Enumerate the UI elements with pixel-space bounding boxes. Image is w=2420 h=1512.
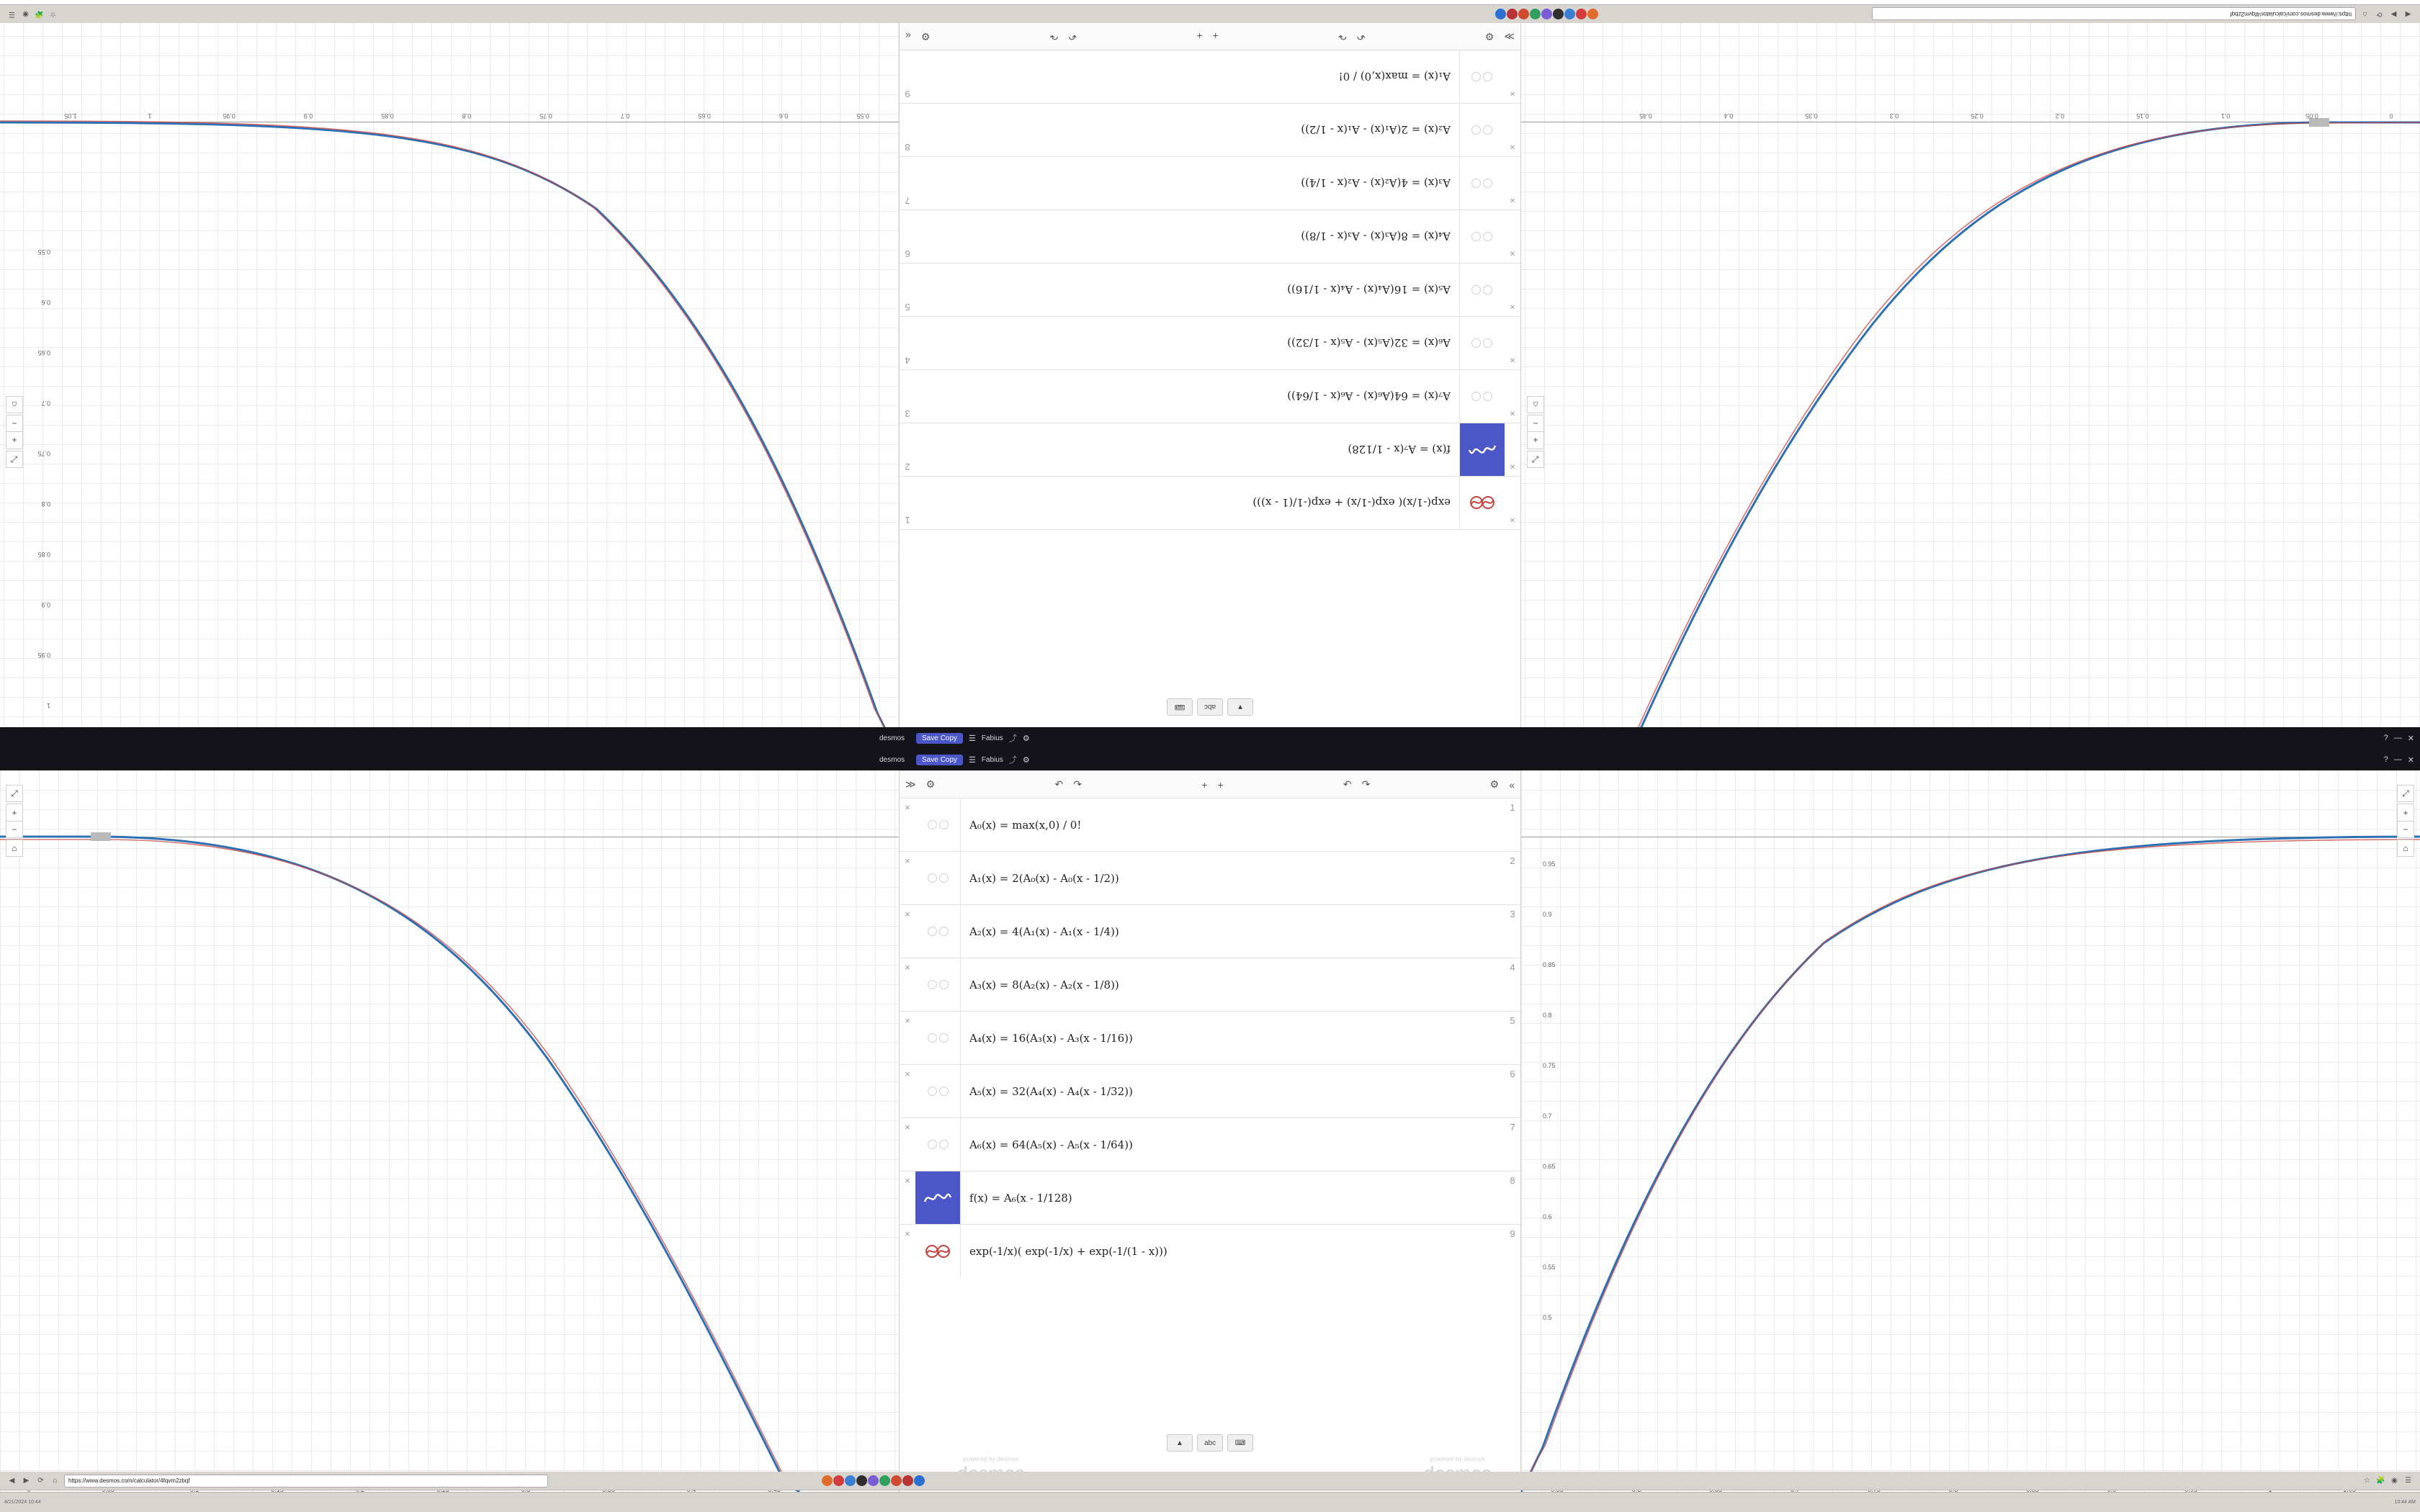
expression-row[interactable] xyxy=(900,904,1520,958)
delete-expression-icon[interactable]: × xyxy=(1510,515,1515,526)
expression-index: 2 xyxy=(1510,855,1515,866)
desmos-wordmark-right-bottom: powered by desmos xyxy=(1430,1456,1486,1462)
share-icon[interactable]: ⤴ xyxy=(1008,734,1017,743)
graph-canvas-right-bottom[interactable]: 0.95 0.9 0.85 0.8 0.75 0.7 0.65 0.6 0.55 0.5 ⤢ + − ⌂ xyxy=(1521,770,2420,1492)
favicon[interactable] xyxy=(856,1475,867,1486)
delete-expression-icon[interactable]: × xyxy=(1510,248,1515,259)
curve-plot xyxy=(0,770,899,1492)
save-copy-button[interactable]: Save Copy xyxy=(916,733,963,744)
expression-latex[interactable]: A₅(x) = 32(A₄(x) - A₄(x - 1/32)) xyxy=(969,1084,1133,1098)
swatch-icon[interactable] xyxy=(928,1140,937,1149)
delete-expression-icon[interactable]: × xyxy=(905,962,910,973)
expression-marker[interactable] xyxy=(1459,157,1505,210)
window-close-icon[interactable]: ✕ xyxy=(2407,734,2414,743)
os-app-title: desmos xyxy=(879,734,905,742)
os-statusbar-upper[interactable] xyxy=(0,727,2420,749)
address-bar[interactable]: https://www.desmos.com/calculator/4fqvm2zbqf xyxy=(1872,8,2356,21)
expression-latex[interactable]: A₄(x) = 16(A₃(x) - A₃(x - 1/16)) xyxy=(969,1031,1133,1045)
zoom-out-icon[interactable]: − xyxy=(6,415,23,432)
window-minimize-icon[interactable]: — xyxy=(2393,734,2402,742)
zoom-in-icon[interactable]: + xyxy=(6,804,23,821)
color-swatches[interactable] xyxy=(928,1140,949,1149)
expression-row[interactable] xyxy=(900,798,1520,851)
favicon[interactable] xyxy=(833,1475,844,1486)
save-copy-button-2[interactable]: Save Copy xyxy=(916,755,963,765)
expression-latex[interactable]: A₂(x) = 4(A₁(x) - A₁(x - 1/4)) xyxy=(969,924,1119,938)
swatch-icon[interactable] xyxy=(1484,232,1493,241)
settings-icon[interactable]: ⚙ xyxy=(1022,755,1030,765)
expression-index: 7 xyxy=(1510,1122,1515,1133)
delete-expression-icon[interactable]: × xyxy=(905,1175,910,1186)
expression-latex[interactable]: A₁(x) = 2(A₀(x) - A₀(x - 1/2)) xyxy=(969,871,1119,885)
help-icon[interactable]: ? xyxy=(2383,734,2388,742)
expression-latex[interactable]: A₃(x) = 8(A₂(x) - A₂(x - 1/8)) xyxy=(969,978,1119,991)
color-swatches[interactable] xyxy=(1472,232,1493,241)
swatch-icon[interactable] xyxy=(939,1033,949,1043)
expand-icon[interactable]: ⤢ xyxy=(2397,785,2414,802)
graph-toolbar-left[interactable] xyxy=(1527,396,1544,468)
expression-marker[interactable] xyxy=(915,798,961,851)
desmos-app-bottom xyxy=(0,770,2420,1492)
delete-expression-icon[interactable]: × xyxy=(905,1015,910,1026)
expression-latex[interactable]: f(x) = A₇(x - 1/128) xyxy=(1348,443,1451,456)
undo-icon[interactable]: ↶ xyxy=(1356,31,1366,42)
curve-plot xyxy=(1521,770,2420,1492)
expression-index: 3 xyxy=(905,408,910,419)
expression-index: 6 xyxy=(1510,1068,1515,1079)
expression-marker[interactable] xyxy=(915,1118,961,1171)
expression-index: 1 xyxy=(905,515,910,526)
swatch-icon[interactable] xyxy=(1472,232,1482,241)
delete-expression-icon[interactable]: × xyxy=(905,802,910,813)
swatch-icon[interactable] xyxy=(1484,338,1493,348)
color-swatches[interactable] xyxy=(1472,338,1493,348)
graph-author-label-2: Fabius xyxy=(981,755,1003,764)
swatch-icon[interactable] xyxy=(928,980,937,989)
expression-index: 3 xyxy=(1510,909,1515,919)
undo-icon-2[interactable]: ↶ xyxy=(1343,778,1352,790)
expression-marker[interactable] xyxy=(915,852,961,904)
swatch-icon[interactable] xyxy=(939,1086,949,1096)
expression-add-icon[interactable]: ≫ xyxy=(1504,31,1515,42)
swatch-icon[interactable] xyxy=(928,873,937,883)
favicon[interactable] xyxy=(845,1475,856,1486)
reload-icon[interactable]: ⟳ xyxy=(2376,10,2383,19)
swatch-icon[interactable] xyxy=(1472,125,1482,135)
help-icon[interactable]: ? xyxy=(2383,755,2388,764)
back-arrow-icon[interactable]: ◀ xyxy=(9,1476,15,1485)
zoom-in-icon[interactable]: + xyxy=(6,432,23,449)
expand-icon[interactable]: ⤢ xyxy=(6,785,23,802)
zoom-in-icon[interactable]: + xyxy=(2397,804,2414,821)
expression-index: 8 xyxy=(1510,1175,1515,1186)
keypad-abc-button-bottom[interactable]: abc xyxy=(1197,1434,1223,1452)
expression-row[interactable] xyxy=(900,50,1520,104)
swatch-icon[interactable] xyxy=(1484,285,1493,294)
expression-marker[interactable] xyxy=(1459,210,1505,263)
keypad-expand-button[interactable]: ▲ xyxy=(1167,1434,1193,1452)
expression-row[interactable] xyxy=(900,1117,1520,1171)
expression-row[interactable] xyxy=(900,477,1520,530)
curve-plot xyxy=(0,23,899,756)
swatch-icon[interactable] xyxy=(928,1086,937,1096)
graph-canvas-left-top[interactable]: 0 0.05 0.1 0.15 0.2 0.25 0.3 0.35 0.4 0.45 ⤢ + − ⌂ xyxy=(1521,23,2420,756)
expression-row[interactable] xyxy=(900,851,1520,904)
swatch-icon[interactable] xyxy=(1484,72,1493,81)
swatch-icon[interactable] xyxy=(1472,285,1482,294)
zoom-in-icon[interactable]: + xyxy=(1201,778,1208,791)
delete-expression-icon[interactable]: × xyxy=(1510,302,1515,312)
bookmark-favicons[interactable] xyxy=(1495,9,1598,19)
nav-buttons-bottom[interactable] xyxy=(3,1476,64,1485)
window-minimize-icon[interactable]: — xyxy=(2393,755,2402,764)
expression-index: 5 xyxy=(1510,1015,1515,1026)
expression-panel-bottom[interactable] xyxy=(899,770,1521,1492)
keypad-toggle-button-bottom[interactable]: ⌨ xyxy=(1227,1434,1253,1452)
delete-expression-icon[interactable]: × xyxy=(905,1068,910,1079)
panel-empty-space xyxy=(900,530,1520,756)
expression-latex[interactable]: A₃(x) = 4(A₂(x) - A₂(x - 1/4)) xyxy=(1301,176,1451,190)
zoom-out-icon[interactable]: − xyxy=(6,821,23,838)
color-swatches[interactable] xyxy=(1472,179,1493,188)
graph-toolbar-right-bottom[interactable] xyxy=(2397,785,2414,857)
os-left-seg xyxy=(0,734,910,742)
list-icon[interactable]: ☰ xyxy=(968,755,976,765)
os-right-seg-2[interactable] xyxy=(1036,755,2420,765)
expression-latex[interactable]: A₆(x) = 32(A₅(x) - A₅(x - 1/32)) xyxy=(1287,336,1451,350)
favicon[interactable] xyxy=(1553,9,1564,19)
expression-row[interactable] xyxy=(900,1171,1520,1224)
color-swatches[interactable] xyxy=(928,820,949,829)
delete-expression-icon[interactable]: × xyxy=(1510,89,1515,99)
nav-buttons[interactable] xyxy=(2356,9,2417,19)
zoom-out-icon[interactable]: − xyxy=(2397,821,2414,838)
expression-row[interactable] xyxy=(900,264,1520,317)
wave-red-icon xyxy=(926,1244,950,1259)
keypad-toggle-row[interactable] xyxy=(1167,698,1253,716)
bookmark-favicons-bottom[interactable] xyxy=(822,1475,925,1486)
expression-marker[interactable] xyxy=(915,1012,961,1064)
expression-marker[interactable] xyxy=(915,958,961,1011)
keypad-toggle-row-bottom[interactable] xyxy=(1167,1434,1253,1452)
menu-icon[interactable]: ☰ xyxy=(2405,1476,2411,1485)
favicon[interactable] xyxy=(891,1475,902,1486)
expression-row[interactable] xyxy=(900,1011,1520,1064)
expression-latex[interactable]: A₅(x) = 16(A₄(x) - A₄(x - 1/16)) xyxy=(1287,283,1451,297)
expression-index: 1 xyxy=(1510,802,1515,813)
expression-row[interactable] xyxy=(900,370,1520,423)
expression-row[interactable] xyxy=(900,210,1520,264)
expression-latex[interactable]: f(x) = A₆(x - 1/128) xyxy=(969,1191,1072,1205)
expression-marker[interactable] xyxy=(1459,477,1505,529)
swatch-icon[interactable] xyxy=(928,927,937,936)
desmos-wordmark-left-bottom: powered by desmos xyxy=(963,1456,1019,1462)
color-swatches[interactable] xyxy=(928,980,949,989)
expression-index: 2 xyxy=(905,462,910,472)
browser-toolbar-top[interactable] xyxy=(0,4,2420,23)
expression-marker-selected[interactable] xyxy=(1459,423,1505,476)
delete-expression-icon[interactable]: × xyxy=(905,909,910,919)
expression-marker[interactable] xyxy=(1459,104,1505,156)
share-icon[interactable]: ⤴ xyxy=(1008,756,1017,765)
curve-plot xyxy=(1521,23,2420,756)
graph-canvas-right-top[interactable]: 0.55 0.6 0.65 0.7 0.75 0.8 0.85 0.9 0.95 1 1.05 1 0.95 0.9 0.85 0.8 0.75 0.7 0.65 0.6 0.55 ⤢ + − ⌂ xyxy=(0,23,899,756)
zoom-out-icon[interactable]: + xyxy=(1196,30,1203,42)
swatch-icon[interactable] xyxy=(1472,338,1482,348)
list-icon[interactable]: ☰ xyxy=(968,734,976,743)
swatch-icon[interactable] xyxy=(1472,179,1482,188)
favicon[interactable] xyxy=(902,1475,913,1486)
favicon[interactable] xyxy=(1564,9,1575,19)
color-swatches[interactable] xyxy=(928,873,949,883)
keypad-toggle-button[interactable]: ⌨ xyxy=(1167,698,1193,716)
expression-index: 6 xyxy=(905,248,910,259)
expand-icon[interactable]: ⤢ xyxy=(6,451,23,468)
favicon[interactable] xyxy=(1507,9,1518,19)
expression-latex[interactable]: A₆(x) = 64(A₅(x) - A₅(x - 1/64)) xyxy=(969,1138,1133,1151)
color-swatches[interactable] xyxy=(1472,125,1493,135)
forward-arrow-icon[interactable]: ▶ xyxy=(2390,10,2397,19)
expression-latex[interactable]: exp(-1/x)( exp(-1/x) + exp(-1/(1 - x))) xyxy=(969,1244,1168,1258)
expression-row[interactable] xyxy=(900,1064,1520,1117)
home-view-icon[interactable]: ⌂ xyxy=(6,840,23,857)
wave-blue-icon xyxy=(1468,442,1497,458)
window-close-icon[interactable]: ✕ xyxy=(2407,755,2414,765)
color-swatches[interactable] xyxy=(1472,392,1493,401)
expression-marker-selected[interactable] xyxy=(915,1171,961,1224)
redo-icon-2[interactable]: ↷ xyxy=(1049,31,1059,42)
expression-index: 4 xyxy=(1510,962,1515,973)
expression-index: 9 xyxy=(905,89,910,99)
os-center-seg[interactable] xyxy=(910,732,1036,744)
expression-panel-top[interactable] xyxy=(899,23,1521,756)
bookmark-icon[interactable]: ☆ xyxy=(2364,1476,2370,1485)
bookmark-icon[interactable]: ☆ xyxy=(50,10,56,19)
zoom-out-icon[interactable]: − xyxy=(1527,415,1544,432)
swatch-icon[interactable] xyxy=(1484,179,1493,188)
expression-marker[interactable] xyxy=(915,905,961,958)
account-icon[interactable]: ◉ xyxy=(2391,1476,2398,1485)
expression-latex[interactable]: A₀(x) = max(x,0) / 0! xyxy=(969,818,1082,832)
home-icon[interactable]: ⌂ xyxy=(53,1476,58,1485)
swatch-icon[interactable] xyxy=(1484,392,1493,401)
delete-expression-icon[interactable]: × xyxy=(905,1122,910,1133)
reload-icon[interactable]: ⟳ xyxy=(37,1476,44,1485)
expression-row[interactable] xyxy=(900,958,1520,1011)
expression-row[interactable] xyxy=(900,104,1520,157)
expression-marker[interactable] xyxy=(1459,264,1505,316)
toolbar-right-icons[interactable] xyxy=(3,9,58,19)
expand-icon[interactable]: ⤢ xyxy=(1527,451,1544,468)
panel-toolbar-top[interactable] xyxy=(900,23,1520,50)
browser-toolbar-bottom[interactable] xyxy=(0,1472,2420,1490)
delete-expression-icon[interactable]: × xyxy=(1510,142,1515,153)
expression-row[interactable] xyxy=(900,317,1520,370)
favicon[interactable] xyxy=(914,1475,925,1486)
favicon[interactable] xyxy=(1541,9,1552,19)
swatch-icon[interactable] xyxy=(1484,125,1493,135)
favicon[interactable] xyxy=(1530,9,1541,19)
expression-latex[interactable]: A₄(x) = 8(A₃(x) - A₃(x - 1/8)) xyxy=(1301,230,1451,243)
zoom-in-icon[interactable]: + xyxy=(1212,30,1219,42)
taskbar-clock-right: 10:44 AM xyxy=(2394,1500,2416,1505)
expression-index: 5 xyxy=(905,302,910,312)
expression-row[interactable] xyxy=(900,423,1520,477)
delete-expression-icon[interactable]: × xyxy=(1510,462,1515,472)
swatch-icon[interactable] xyxy=(1472,72,1482,81)
os-statusbar-lower[interactable] xyxy=(0,749,2420,770)
os-left-seg-2 xyxy=(0,756,910,764)
expression-latex[interactable]: A₇(x) = 64(A₆(x) - A₆(x - 1/64)) xyxy=(1287,390,1451,403)
forward-arrow-icon[interactable]: ▶ xyxy=(23,1476,30,1485)
graph-canvas-left-bottom[interactable] xyxy=(0,770,899,1492)
home-icon[interactable]: ⌂ xyxy=(2362,10,2367,19)
back-arrow-icon[interactable]: ◀ xyxy=(2405,10,2411,19)
favicon[interactable] xyxy=(1587,9,1598,19)
settings-gear-icon[interactable]: ⚙ xyxy=(1484,31,1494,42)
favicon[interactable] xyxy=(822,1475,833,1486)
expression-marker[interactable] xyxy=(1459,370,1505,423)
address-bar-bottom[interactable]: https://www.desmos.com/calculator/4fqvm2zbqf xyxy=(64,1475,548,1488)
wave-red-icon xyxy=(1470,496,1494,510)
redo-icon[interactable]: ↷ xyxy=(1073,778,1082,790)
extensions-icon[interactable]: 🧩 xyxy=(2376,1476,2385,1485)
delete-expression-icon[interactable]: × xyxy=(905,1228,910,1239)
expression-marker[interactable] xyxy=(1459,50,1505,103)
extensions-icon[interactable]: 🧩 xyxy=(35,10,44,19)
os-right-seg[interactable] xyxy=(1036,734,2420,743)
swatch-icon[interactable] xyxy=(928,820,937,829)
favicon[interactable] xyxy=(879,1475,890,1486)
expression-index: 8 xyxy=(905,142,910,153)
expression-index: 9 xyxy=(1510,1228,1515,1239)
delete-expression-icon[interactable]: × xyxy=(1510,355,1515,366)
swatch-icon[interactable] xyxy=(939,820,949,829)
os-app-title-2: desmos xyxy=(879,755,905,764)
collapse-panel-icon[interactable]: « xyxy=(1509,778,1515,791)
menu-icon[interactable]: ☰ xyxy=(9,10,15,19)
swatch-icon[interactable] xyxy=(939,927,949,936)
delete-expression-icon[interactable]: × xyxy=(1510,408,1515,419)
settings-icon[interactable]: ⚙ xyxy=(1022,734,1030,743)
zoom-out-icon[interactable]: + xyxy=(1217,778,1224,791)
home-view-icon[interactable]: ⌂ xyxy=(1527,396,1544,413)
favicon[interactable] xyxy=(868,1475,879,1486)
undo-icon-2[interactable]: ↶ xyxy=(1068,31,1077,42)
os-taskbar[interactable] xyxy=(0,1492,2420,1512)
swatch-icon[interactable] xyxy=(1472,392,1482,401)
graph-author-label: Fabius xyxy=(981,734,1003,742)
color-swatches[interactable] xyxy=(928,1033,949,1043)
keypad-abc-button[interactable]: abc xyxy=(1197,698,1223,716)
favicon[interactable] xyxy=(1495,9,1506,19)
home-view-icon[interactable]: ⌂ xyxy=(6,396,23,413)
favicon[interactable] xyxy=(1576,9,1587,19)
redo-icon-2[interactable]: ↷ xyxy=(1361,778,1371,790)
expression-latex[interactable]: A₁(x) = max(x,0) / 0! xyxy=(1338,70,1451,84)
delete-expression-icon[interactable]: × xyxy=(1510,195,1515,206)
redo-icon[interactable]: ↷ xyxy=(1338,31,1347,42)
expression-index: 7 xyxy=(905,195,910,206)
undo-icon[interactable]: ↶ xyxy=(1054,778,1064,790)
expression-marker[interactable] xyxy=(915,1225,961,1277)
expression-row[interactable] xyxy=(900,157,1520,210)
color-swatches[interactable] xyxy=(928,1086,949,1096)
swatch-icon[interactable] xyxy=(939,980,949,989)
bottom-window xyxy=(0,770,2420,1492)
wrench-icon[interactable]: ⚙ xyxy=(1489,778,1500,790)
expression-row[interactable] xyxy=(900,1224,1520,1277)
wave-blue-icon xyxy=(923,1190,952,1206)
swatch-icon[interactable] xyxy=(928,1033,937,1043)
delete-expression-icon[interactable]: × xyxy=(905,855,910,866)
expression-list-bottom[interactable] xyxy=(900,798,1520,1277)
os-center-seg-2[interactable] xyxy=(910,754,1036,765)
favicon[interactable] xyxy=(1518,9,1529,19)
toolbar-right-icons-bottom[interactable] xyxy=(2362,1476,2417,1485)
keypad-collapse-button[interactable]: ▼ xyxy=(1227,698,1253,716)
expression-marker[interactable] xyxy=(1459,317,1505,369)
zoom-in-icon[interactable]: + xyxy=(1527,432,1544,449)
panel-toolbar-bottom[interactable] xyxy=(900,770,1520,798)
wrench-icon[interactable]: ⚙ xyxy=(920,31,931,42)
expression-add-icon[interactable]: ≫ xyxy=(905,778,916,790)
swatch-icon[interactable] xyxy=(939,1140,949,1149)
settings-gear-icon[interactable]: ⚙ xyxy=(926,778,936,790)
color-swatches[interactable] xyxy=(928,927,949,936)
expression-latex[interactable]: exp(-1/x)( exp(-1/x) + exp(-1/(1 - x))) xyxy=(1252,496,1451,510)
expression-marker[interactable] xyxy=(915,1065,961,1117)
expression-index: 4 xyxy=(905,355,910,366)
color-swatches[interactable] xyxy=(1472,285,1493,294)
graph-toolbar-left-bottom[interactable] xyxy=(6,785,23,857)
color-swatches[interactable] xyxy=(1472,72,1493,81)
home-view-icon[interactable]: ⌂ xyxy=(2397,840,2414,857)
collapse-panel-icon[interactable]: « xyxy=(905,30,911,42)
expression-latex[interactable]: A₂(x) = 2(A₁(x) - A₁(x - 1/2)) xyxy=(1301,123,1451,137)
account-icon[interactable]: ◉ xyxy=(22,10,29,19)
desmos-app-top xyxy=(0,23,2420,756)
taskbar-clock-left: 4/21/2024 10:44 xyxy=(4,1500,41,1505)
graph-toolbar-right[interactable] xyxy=(6,396,23,468)
expression-list-top[interactable] xyxy=(900,50,1520,530)
swatch-icon[interactable] xyxy=(939,873,949,883)
